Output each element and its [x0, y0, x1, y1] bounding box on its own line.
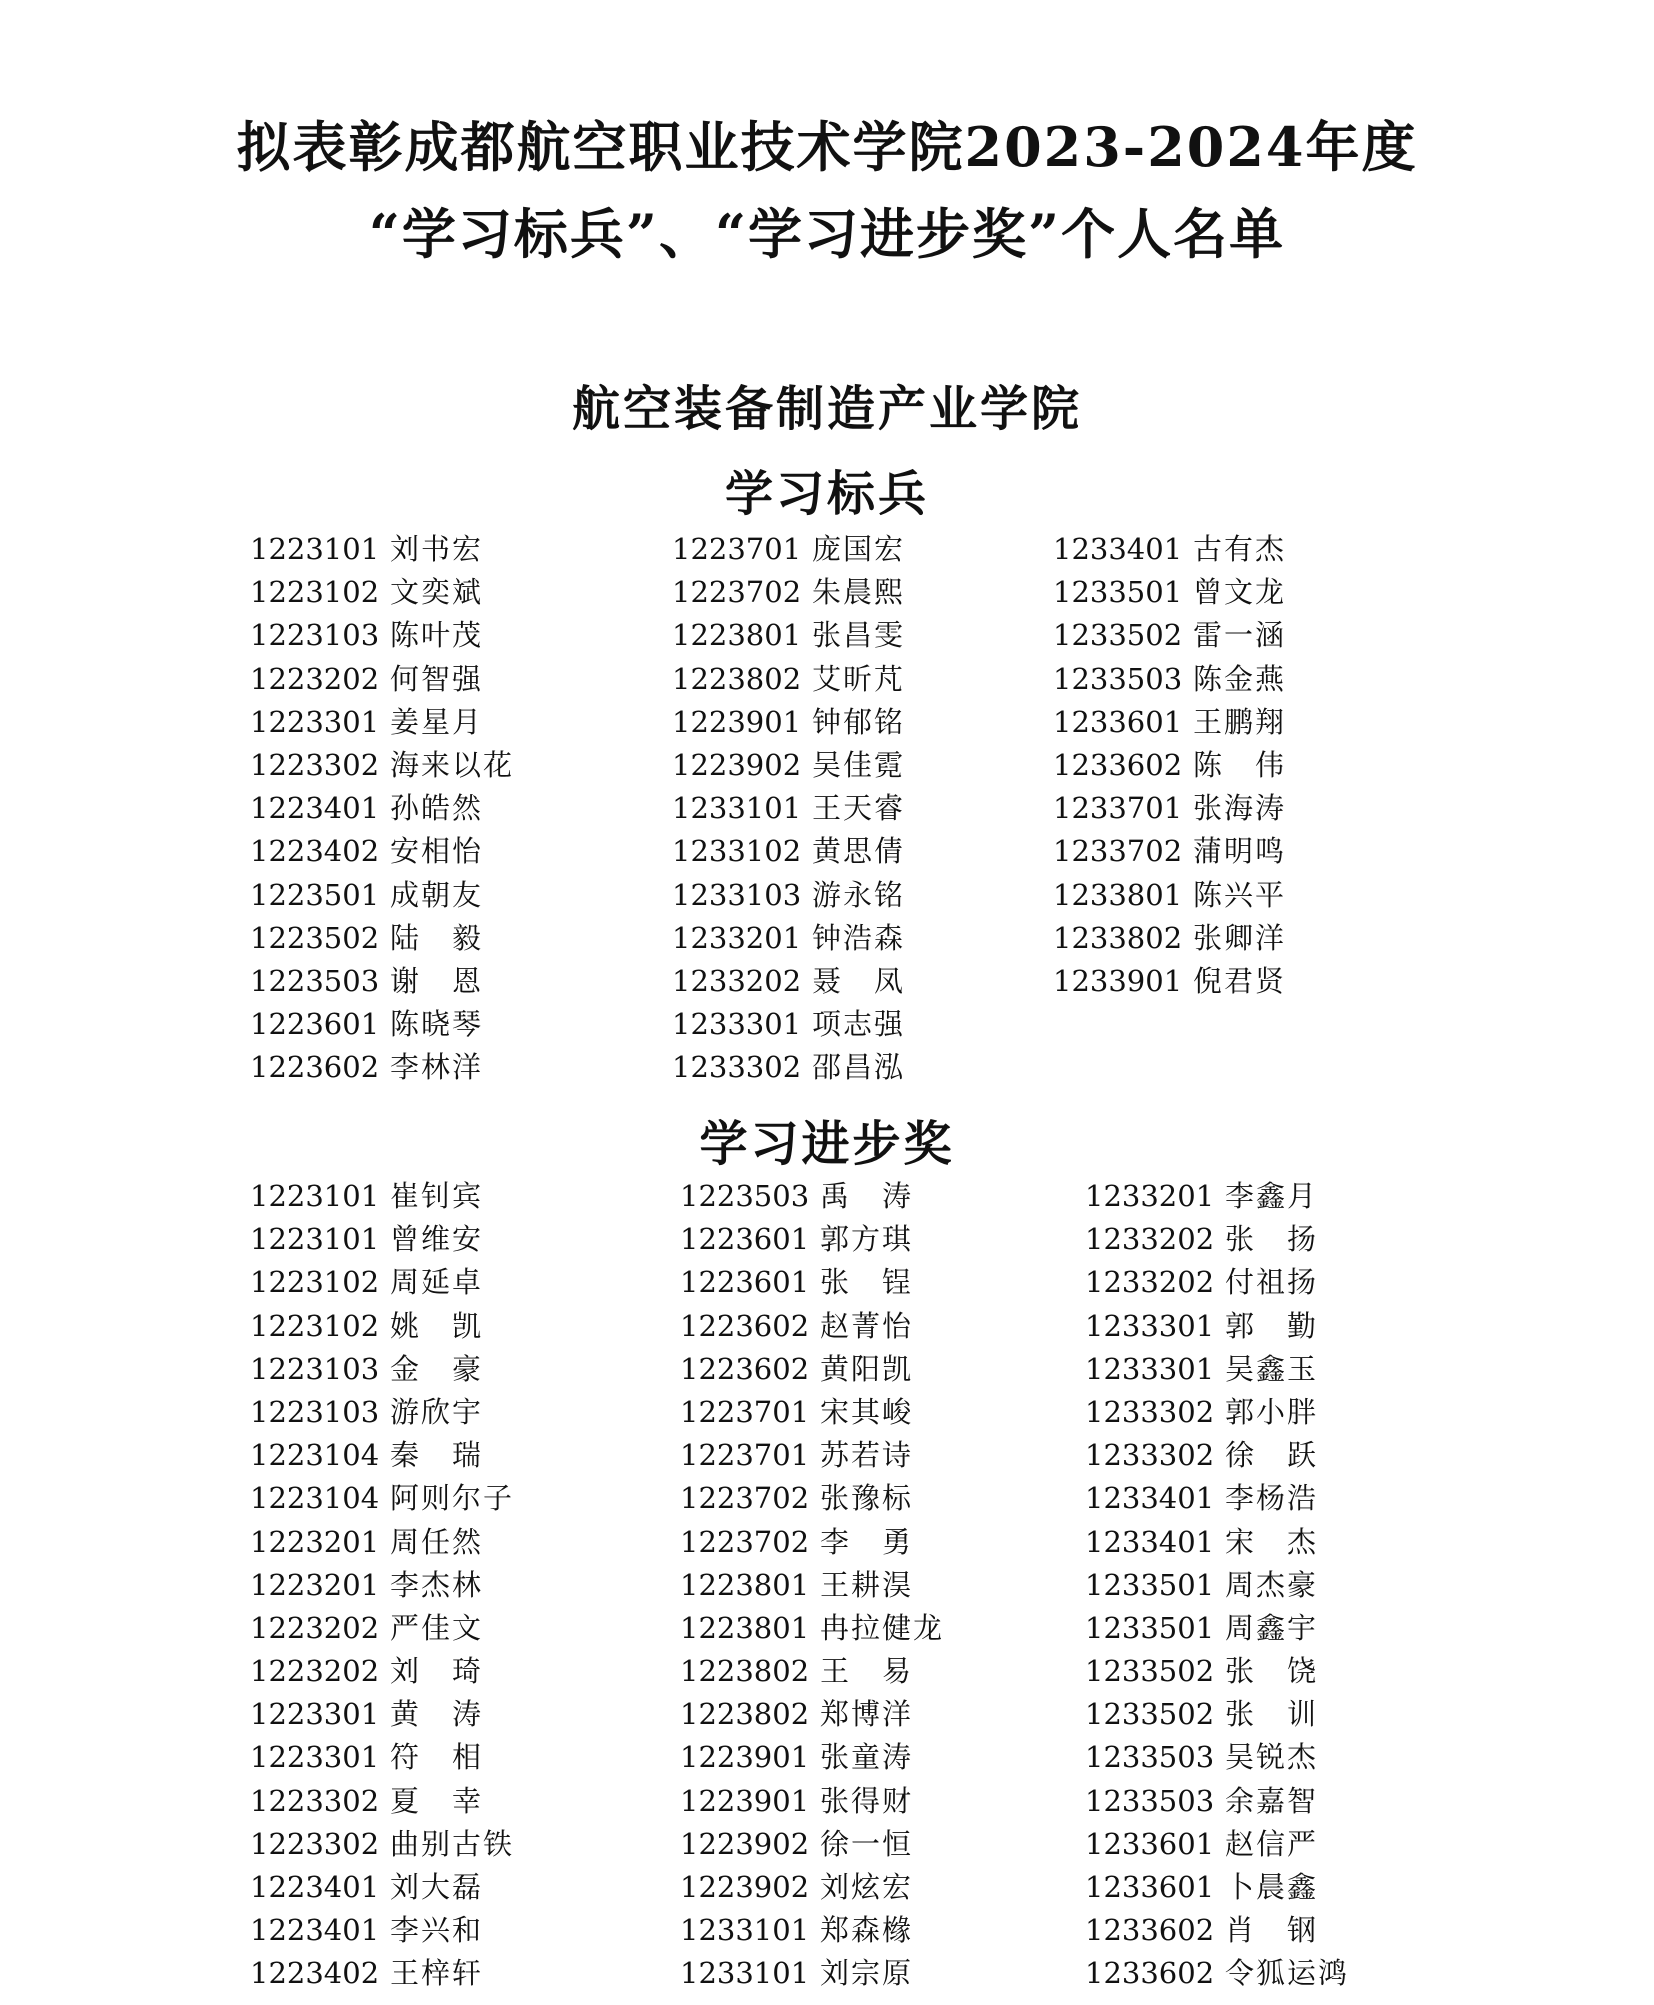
- student-name: 秦 瑞: [390, 1438, 484, 1473]
- list-item: [250, 1780, 514, 1823]
- student-class-id: 1223102: [250, 575, 380, 610]
- section-heading-progress-award: 学习进步奖: [699, 1116, 955, 1172]
- student-class-id: 1223701: [680, 1394, 810, 1429]
- student-name: 李杨浩: [1225, 1481, 1319, 1516]
- student-class-id: 1223201: [250, 1524, 380, 1559]
- list-item: [672, 701, 905, 744]
- student-class-id: 1223503: [680, 1179, 810, 1213]
- student-class-id: 1223702: [680, 1524, 810, 1559]
- list-item: [1085, 1952, 1349, 1995]
- student-name: 钟浩森: [812, 920, 906, 955]
- list-item: [1085, 1261, 1349, 1304]
- student-class-id: 1223502: [250, 920, 380, 955]
- list-item: [1085, 1218, 1349, 1261]
- list-item: [1053, 571, 1286, 614]
- student-name: 聂 凤: [812, 963, 906, 998]
- list-item: [250, 1909, 514, 1952]
- student-name: 谢 恩: [390, 963, 484, 998]
- list-item: [250, 1650, 514, 1693]
- student-class-id: 1233201: [1085, 1179, 1215, 1213]
- student-class-id: 1233501: [1053, 575, 1183, 610]
- student-name: 姜星月: [390, 704, 484, 739]
- student-name: 朱晨熙: [812, 575, 906, 610]
- student-name: 禹 涛: [820, 1179, 914, 1213]
- student-class-id: 1223101: [250, 532, 380, 566]
- college-heading: 航空装备制造产业学院: [571, 381, 1082, 437]
- student-class-id: 1233701: [1053, 791, 1183, 826]
- student-name: 冉拉健龙: [820, 1610, 945, 1645]
- student-name: 周鑫宇: [1225, 1610, 1319, 1645]
- student-name: 郑博洋: [820, 1697, 914, 1732]
- student-class-id: 1223702: [672, 575, 802, 610]
- student-name: 张卿洋: [1193, 920, 1287, 955]
- student-class-id: 1233102: [672, 834, 802, 869]
- student-class-id: 1233202: [1085, 1265, 1215, 1300]
- student-name: 张童涛: [820, 1740, 914, 1775]
- list-item: [250, 1736, 514, 1779]
- list-item: [680, 1348, 944, 1391]
- list-item: [250, 528, 514, 571]
- student-class-id: 1223301: [250, 1697, 380, 1732]
- student-class-id: 1233601: [1085, 1870, 1215, 1904]
- student-class-id: 1223301: [250, 1740, 380, 1775]
- study-model-column-1: [250, 528, 514, 1089]
- student-class-id: 1223401: [250, 1913, 380, 1948]
- list-item: [1085, 1434, 1349, 1477]
- student-class-id: 1233302: [672, 1050, 802, 1085]
- student-name: 卜晨鑫: [1225, 1870, 1319, 1904]
- list-item: [680, 1175, 944, 1218]
- student-class-id: 1223901: [680, 1740, 810, 1775]
- student-class-id: 1223201: [250, 1567, 380, 1602]
- student-name: 陈兴平: [1193, 877, 1287, 912]
- student-name: 刘炫宏: [820, 1870, 914, 1904]
- student-class-id: 1233502: [1085, 1654, 1215, 1689]
- list-item: [250, 1693, 514, 1736]
- student-class-id: 1233301: [1085, 1351, 1215, 1386]
- student-class-id: 1223901: [672, 704, 802, 739]
- student-class-id: 1223501: [250, 877, 380, 912]
- list-item: [1085, 1305, 1349, 1348]
- student-name: 赵信严: [1225, 1826, 1319, 1861]
- list-item: [680, 1391, 944, 1434]
- list-item: [672, 960, 905, 1003]
- student-name: 郭 勤: [1225, 1308, 1319, 1343]
- list-item: [1085, 1348, 1349, 1391]
- list-item: [1053, 874, 1286, 917]
- student-name: 符 相: [390, 1740, 484, 1775]
- student-name: 曾文龙: [1193, 575, 1287, 610]
- student-name: 曾维安: [390, 1222, 484, 1257]
- list-item: [1085, 1780, 1349, 1823]
- student-class-id: 1233103: [672, 877, 802, 912]
- student-name: 宋 杰: [1225, 1524, 1319, 1559]
- student-class-id: 1233602: [1085, 1956, 1215, 1991]
- student-name: 文奕斌: [390, 575, 484, 610]
- student-name: 庞国宏: [812, 532, 906, 566]
- student-name: 夏 幸: [390, 1783, 484, 1818]
- student-name: 郑森橼: [820, 1913, 914, 1948]
- list-item: [680, 1521, 944, 1564]
- student-class-id: 1233503: [1085, 1783, 1215, 1818]
- student-class-id: 1223101: [250, 1179, 380, 1213]
- student-class-id: 1233901: [1053, 963, 1183, 998]
- student-name: 令狐运鸿: [1225, 1956, 1350, 1991]
- list-item: [1053, 528, 1286, 571]
- student-class-id: 1233401: [1053, 532, 1183, 566]
- list-item: [1085, 1175, 1349, 1218]
- study-model-column-2: [672, 528, 905, 1089]
- student-name: 陈金燕: [1193, 661, 1287, 696]
- student-class-id: 1223402: [250, 1956, 380, 1991]
- student-name: 王梓轩: [390, 1956, 484, 1991]
- list-item: [250, 1564, 514, 1607]
- student-name: 徐 跃: [1225, 1438, 1319, 1473]
- list-item: [680, 1693, 944, 1736]
- list-item: [672, 571, 905, 614]
- student-name: 蒲明鸣: [1193, 834, 1287, 869]
- student-name: 张豫标: [820, 1481, 914, 1516]
- student-class-id: 1223503: [250, 963, 380, 998]
- student-class-id: 1233503: [1053, 661, 1183, 696]
- student-class-id: 1233202: [672, 963, 802, 998]
- list-item: [672, 528, 905, 571]
- student-name: 宋其峻: [820, 1394, 914, 1429]
- progress-award-column-2: [680, 1175, 944, 1996]
- list-item: [680, 1434, 944, 1477]
- student-class-id: 1233202: [1085, 1222, 1215, 1257]
- list-item: [250, 1261, 514, 1304]
- student-name: 张 扬: [1225, 1222, 1319, 1257]
- student-name: 游欣宇: [390, 1394, 484, 1429]
- student-class-id: 1223901: [680, 1783, 810, 1818]
- list-item: [250, 571, 514, 614]
- student-name: 张海涛: [1193, 791, 1287, 826]
- list-item: [1053, 658, 1286, 701]
- student-name: 崔钊宾: [390, 1179, 484, 1213]
- list-item: [250, 1434, 514, 1477]
- student-class-id: 1233602: [1085, 1913, 1215, 1948]
- student-class-id: 1223602: [250, 1050, 380, 1085]
- list-item: [1085, 1823, 1349, 1866]
- student-name: 刘书宏: [390, 532, 484, 566]
- student-class-id: 1223202: [250, 661, 380, 696]
- list-item: [1053, 917, 1286, 960]
- student-name: 曲别古铁: [390, 1826, 515, 1861]
- student-name: 吴鑫玉: [1225, 1351, 1319, 1386]
- student-class-id: 1233302: [1085, 1394, 1215, 1429]
- list-item: [250, 1175, 514, 1218]
- student-name: 陈 伟: [1193, 747, 1287, 782]
- student-class-id: 1233201: [672, 920, 802, 955]
- student-class-id: 1223701: [680, 1438, 810, 1473]
- student-class-id: 1223601: [680, 1222, 810, 1257]
- list-item: [680, 1305, 944, 1348]
- student-class-id: 1223702: [680, 1481, 810, 1516]
- student-name: 李林洋: [390, 1050, 484, 1085]
- student-name: 游永铭: [812, 877, 906, 912]
- list-item: [250, 1952, 514, 1995]
- student-class-id: 1233302: [1085, 1438, 1215, 1473]
- student-class-id: 1223602: [680, 1351, 810, 1386]
- student-name: 陆 毅: [390, 920, 484, 955]
- student-name: 张昌雯: [812, 618, 906, 653]
- student-class-id: 1223401: [250, 791, 380, 826]
- list-item: [250, 744, 514, 787]
- list-item: [250, 1046, 514, 1089]
- student-class-id: 1223802: [680, 1697, 810, 1732]
- student-name: 阿则尔子: [390, 1481, 515, 1516]
- student-class-id: 1233101: [672, 791, 802, 826]
- student-class-id: 1223402: [250, 834, 380, 869]
- list-item: [680, 1909, 944, 1952]
- list-item: [250, 787, 514, 830]
- student-class-id: 1233101: [680, 1956, 810, 1991]
- study-model-column-3: [1053, 528, 1286, 1003]
- list-item: [672, 744, 905, 787]
- list-item: [1085, 1866, 1349, 1909]
- student-class-id: 1223601: [250, 1007, 380, 1042]
- list-item: [680, 1564, 944, 1607]
- list-item: [1085, 1391, 1349, 1434]
- student-name: 李兴和: [390, 1913, 484, 1948]
- document-title-line-2: “学习标兵”、“学习进步奖”个人名单: [368, 202, 1286, 266]
- student-class-id: 1233301: [1085, 1308, 1215, 1343]
- list-item: [250, 1218, 514, 1261]
- student-class-id: 1233101: [680, 1913, 810, 1948]
- student-name: 黄思倩: [812, 834, 906, 869]
- student-class-id: 1233601: [1053, 704, 1183, 739]
- student-name: 项志强: [812, 1007, 906, 1042]
- student-name: 成朝友: [390, 877, 484, 912]
- progress-award-column-3: [1085, 1175, 1349, 1996]
- list-item: [680, 1477, 944, 1520]
- student-name: 苏若诗: [820, 1438, 914, 1473]
- student-name: 邵昌泓: [812, 1050, 906, 1085]
- student-class-id: 1223103: [250, 1394, 380, 1429]
- list-item: [1085, 1607, 1349, 1650]
- student-name: 张 训: [1225, 1697, 1319, 1732]
- student-class-id: 1223902: [680, 1826, 810, 1861]
- student-name: 刘 琦: [390, 1654, 484, 1689]
- student-name: 古有杰: [1193, 532, 1287, 566]
- student-class-id: 1223601: [680, 1265, 810, 1300]
- student-class-id: 1233702: [1053, 834, 1183, 869]
- list-item: [1053, 744, 1286, 787]
- list-item: [680, 1261, 944, 1304]
- progress-award-column-1: [250, 1175, 514, 1996]
- list-item: [1053, 960, 1286, 1003]
- student-class-id: 1233502: [1053, 618, 1183, 653]
- list-item: [680, 1650, 944, 1693]
- student-name: 付祖扬: [1225, 1265, 1319, 1300]
- list-item: [680, 1607, 944, 1650]
- student-class-id: 1223902: [680, 1870, 810, 1904]
- student-name: 何智强: [390, 661, 484, 696]
- list-item: [672, 830, 905, 873]
- list-item: [250, 614, 514, 657]
- student-name: 周延卓: [390, 1265, 484, 1300]
- student-class-id: 1233401: [1085, 1524, 1215, 1559]
- student-class-id: 1223602: [680, 1308, 810, 1343]
- student-name: 海来以花: [390, 747, 515, 782]
- student-class-id: 1223302: [250, 1783, 380, 1818]
- list-item: [250, 1521, 514, 1564]
- student-name: 刘宗原: [820, 1956, 914, 1991]
- list-item: [672, 917, 905, 960]
- student-name: 张 饶: [1225, 1654, 1319, 1689]
- student-class-id: 1223902: [672, 747, 802, 782]
- list-item: [1053, 787, 1286, 830]
- student-name: 陈叶茂: [390, 618, 484, 653]
- student-class-id: 1223102: [250, 1308, 380, 1343]
- student-class-id: 1223202: [250, 1610, 380, 1645]
- list-item: [250, 1823, 514, 1866]
- list-item: [680, 1736, 944, 1779]
- student-class-id: 1223302: [250, 747, 380, 782]
- list-item: [250, 1607, 514, 1650]
- student-class-id: 1233802: [1053, 920, 1183, 955]
- list-item: [672, 1003, 905, 1046]
- list-item: [1053, 830, 1286, 873]
- list-item: [250, 1003, 514, 1046]
- student-class-id: 1223802: [680, 1654, 810, 1689]
- list-item: [1085, 1521, 1349, 1564]
- student-class-id: 1233501: [1085, 1567, 1215, 1602]
- student-name: 张 锃: [820, 1265, 914, 1300]
- section-heading-study-model: 学习标兵: [724, 466, 929, 522]
- student-class-id: 1233501: [1085, 1610, 1215, 1645]
- student-class-id: 1233401: [1085, 1481, 1215, 1516]
- student-name: 王鹏翔: [1193, 704, 1287, 739]
- list-item: [250, 830, 514, 873]
- list-item: [672, 1046, 905, 1089]
- student-name: 郭小胖: [1225, 1394, 1319, 1429]
- list-item: [1085, 1693, 1349, 1736]
- list-item: [1053, 614, 1286, 657]
- student-class-id: 1223801: [680, 1567, 810, 1602]
- list-item: [1085, 1477, 1349, 1520]
- list-item: [672, 614, 905, 657]
- list-item: [680, 1218, 944, 1261]
- student-name: 赵菁怡: [820, 1308, 914, 1343]
- student-class-id: 1233503: [1085, 1740, 1215, 1775]
- student-name: 肖 钢: [1225, 1913, 1319, 1948]
- student-name: 钟郁铭: [812, 704, 906, 739]
- student-name: 王 易: [820, 1654, 914, 1689]
- student-name: 金 豪: [390, 1351, 484, 1386]
- student-name: 王天睿: [812, 791, 906, 826]
- list-item: [672, 658, 905, 701]
- student-name: 艾昕芃: [812, 661, 906, 696]
- list-item: [250, 1305, 514, 1348]
- student-name: 严佳文: [390, 1610, 484, 1645]
- list-item: [672, 874, 905, 917]
- student-class-id: 1223802: [672, 661, 802, 696]
- student-name: 张得财: [820, 1783, 914, 1818]
- student-name: 黄阳凯: [820, 1351, 914, 1386]
- document-title-line-1: 拟表彰成都航空职业技术学院2023-2024年度: [236, 115, 1418, 179]
- list-item: [250, 1477, 514, 1520]
- student-class-id: 1233602: [1053, 747, 1183, 782]
- list-item: [250, 874, 514, 917]
- student-class-id: 1223104: [250, 1481, 380, 1516]
- student-name: 李杰林: [390, 1567, 484, 1602]
- student-name: 刘大磊: [390, 1870, 484, 1904]
- list-item: [250, 658, 514, 701]
- list-item: [250, 1348, 514, 1391]
- student-class-id: 1223103: [250, 1351, 380, 1386]
- list-item: [250, 1391, 514, 1434]
- student-class-id: 1223301: [250, 704, 380, 739]
- student-class-id: 1223801: [680, 1610, 810, 1645]
- list-item: [1085, 1564, 1349, 1607]
- student-class-id: 1233502: [1085, 1697, 1215, 1732]
- student-class-id: 1223102: [250, 1265, 380, 1300]
- student-class-id: 1233801: [1053, 877, 1183, 912]
- student-class-id: 1233301: [672, 1007, 802, 1042]
- student-class-id: 1223104: [250, 1438, 380, 1473]
- student-name: 周任然: [390, 1524, 484, 1559]
- student-name: 孙皓然: [390, 791, 484, 826]
- student-name: 余嘉智: [1225, 1783, 1319, 1818]
- student-name: 李 勇: [820, 1524, 914, 1559]
- list-item: [250, 960, 514, 1003]
- student-name: 李鑫月: [1225, 1179, 1319, 1213]
- student-name: 吴佳霓: [812, 747, 906, 782]
- student-name: 陈晓琴: [390, 1007, 484, 1042]
- student-name: 雷一涵: [1193, 618, 1287, 653]
- list-item: [250, 917, 514, 960]
- list-item: [250, 701, 514, 744]
- student-class-id: 1223101: [250, 1222, 380, 1257]
- student-class-id: 1223202: [250, 1654, 380, 1689]
- student-class-id: 1223401: [250, 1870, 380, 1904]
- student-class-id: 1223302: [250, 1826, 380, 1861]
- student-name: 吴锐杰: [1225, 1740, 1319, 1775]
- student-name: 安相怡: [390, 834, 484, 869]
- student-class-id: 1233601: [1085, 1826, 1215, 1861]
- student-name: 周杰豪: [1225, 1567, 1319, 1602]
- list-item: [680, 1866, 944, 1909]
- student-name: 黄 涛: [390, 1697, 484, 1732]
- list-item: [1085, 1650, 1349, 1693]
- student-name: 王耕淏: [820, 1567, 914, 1602]
- student-name: 徐一恒: [820, 1826, 914, 1861]
- list-item: [1085, 1909, 1349, 1952]
- list-item: [680, 1952, 944, 1995]
- list-item: [680, 1780, 944, 1823]
- student-class-id: 1223103: [250, 618, 380, 653]
- list-item: [250, 1866, 514, 1909]
- list-item: [1085, 1736, 1349, 1779]
- student-name: 倪君贤: [1193, 963, 1287, 998]
- student-name: 郭方琪: [820, 1222, 914, 1257]
- list-item: [680, 1823, 944, 1866]
- student-class-id: 1223701: [672, 532, 802, 566]
- list-item: [1053, 701, 1286, 744]
- student-name: 姚 凯: [390, 1308, 484, 1343]
- student-class-id: 1223801: [672, 618, 802, 653]
- list-item: [672, 787, 905, 830]
